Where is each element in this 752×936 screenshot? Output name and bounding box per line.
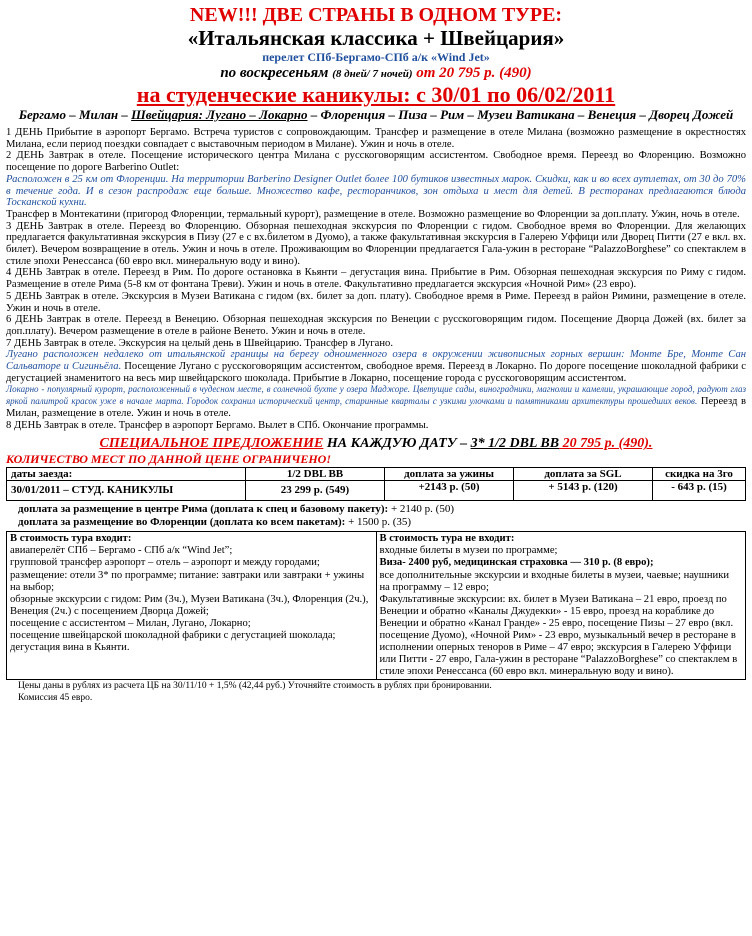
cell-dbl-price: 23 299 р. (549): [246, 481, 385, 501]
cell-dinners-price: +2143 р. (50): [385, 481, 514, 501]
commission-note: Комиссия 45 евро.: [18, 693, 93, 704]
price-table-header: [7, 468, 746, 481]
special-offer-dash: –: [460, 436, 471, 452]
col-dbl: 1/2 DBL BB: [246, 468, 385, 481]
rome-supplement-value: + 2140 р. (50): [388, 503, 454, 516]
day-3: 3 ДЕНЬ Завтрак в отеле. Переезд во Флоренцию. Обзорная пешеходная экскурсия по Флоренции с гидом. Свободное время во Флоренции. Для желающих предлагается факультативная экскурсия в Пизу (27 е с вх.билетом в Дуомо), а также факультативная экскурсия в Галерею Уффици или Дворец Питти (27 е вкл. вх. билет). Вечером возвращение в отель. Ужин и ночь в отеле. Проживающим во Флоренции предлагается Гала-ужин в ресторане “PalazzoBorghese” со спектаклем в стиле эпохи Ренессанса (60 евро вкл. минеральную воду и вино).: [6, 220, 746, 267]
tour-subtitle: «Итальянская классика + Швейцария»: [187, 26, 565, 50]
route-switzerland: Швейцария: Лугано – Локарно: [131, 107, 308, 122]
day-8: 8 ДЕНЬ Завтрак в отеле. Трансфер в аэропорт Бергамо. Вылет в СПб. Окончание программы.: [6, 419, 429, 431]
special-offer: [6, 435, 746, 452]
list-item: дегустация вина в Кьянти.: [10, 642, 130, 654]
price-note: Цены даны в рублях из расчета ЦБ на 30/11/10 + 1,5% (42,44 руб.) Уточняйте стоимость в рублях при бронировании.: [18, 681, 492, 692]
day-5: 5 ДЕНЬ Завтрак в отеле. Экскурсия в Музеи Ватикана с гидом (вх. билет за доп. плату). Свободное время в Риме. Переезд в район Римини, размещение в отеле. Ужин и ночь в отеле.: [6, 290, 746, 314]
special-offer-label: СПЕЦИАЛЬНОЕ ПРЕДЛОЖЕНИЕ: [99, 436, 324, 452]
list-item: все дополнительные экскурсии и входные билеты в музеи, чаевые; наушники на программу – 12 евро;: [379, 569, 730, 593]
day-1: 1 ДЕНЬ Прибытие в аэропорт Бергамо. Встреча туристов с сопровождающим. Трансфер и размещение в отеле Милана (возможно размещение в окрестностях Милана, если период поездки совпадает с выставочным периодом в Милане). Ужин и ночь в отеле.: [6, 127, 746, 150]
list-item: Виза- 2400 руб, медицинская страховка — 310 р. (8 евро);: [379, 557, 654, 569]
rome-supplement-label: доплата за размещение в центре Рима (доплата к спец и базовому пакету):: [18, 503, 389, 516]
day-2-end: Трансфер в Монтекатини (пригород Флоренции, термальный курорт), размещение в отеле. Возможно размещение во Флоренции за доп.плату. Ужин, ночь в отеле.: [6, 208, 740, 220]
list-item: обзорные экскурсии с гидом: Рим (3ч.), Музеи Ватикана (3ч.), Флоренция (2ч.), Венеция (2ч.) с посещением Дворца Дожей;: [10, 593, 369, 617]
list-item: авиаперелёт СПб – Бергамо - СПб а/к “Wind Jet”;: [10, 545, 233, 557]
day-7: 7 ДЕНЬ Завтрак в отеле. Экскурсия на целый день в Швейцарию. Трансфер в Лугано.: [6, 337, 393, 349]
col-dinners: доплата за ужины: [385, 468, 514, 481]
schedule-days: по воскресеньям: [220, 65, 329, 81]
day-4: 4 ДЕНЬ Завтрак в отеле. Переезд в Рим. По дороге остановка в Кьянти – дегустация вина. Прибытие в Рим. Обзорная пешеходная экскурсия по Риму с гидом. Размещение в отеле Рима (5-8 км от фонтана Треви). Ужин и ночь в отеле. Факультативно предлагается экскурсия «Ночной Рим» (23 евро).: [6, 267, 746, 291]
list-item: посещение швейцарской шоколадной фабрики с дегустацией шоколада;: [10, 630, 336, 642]
col-dates: даты заезда:: [7, 468, 246, 481]
limited-seats-notice: КОЛИЧЕСТВО МЕСТ ПО ДАННОЙ ЦЕНЕ ОГРАНИЧЕНО!: [6, 452, 331, 467]
special-offer-each: НА КАЖДУЮ ДАТУ: [323, 436, 461, 452]
cell-discount: - 643 р. (15): [653, 481, 746, 501]
schedule-line: [6, 64, 746, 83]
day-7-locarno: [6, 384, 746, 419]
special-offer-room: 3* 1/2 DBL BB: [470, 436, 560, 452]
list-item: входные билеты в музеи по программе;: [379, 545, 558, 557]
day-7-lugano: [6, 349, 746, 384]
route-part-1: Бергамо – Милан –: [18, 107, 132, 122]
day-2-outlet-note: Расположен в 25 км от Флоренции. На территории Barberino Designer Outlet более 100 бутиков известных марок. Скидки, как и во всех аутлетах, от 30 до 70% в течение года. И в сезон распродаж еще больше. Множество кафе, ресторанчиков, зон отдыха и мест для детей. В ресторанах предлагаются блюда Тосканской кухни.: [6, 173, 746, 209]
price-from: от 20 795 р. (490): [416, 65, 532, 81]
cell-date: 30/01/2011 – СТУД. КАНИКУЛЫ: [7, 481, 246, 501]
col-discount: скидка на 3го: [653, 468, 746, 481]
included-title: В стоимость тура входит:: [10, 533, 132, 545]
special-offer-price: 20 795 р. (490).: [559, 436, 653, 452]
price-table: [6, 467, 746, 501]
day-7-locarno-note: Локарно - популярный курорт, расположенный в чудесном месте, в солнечной бухте у озера Маджоре. Цветущие сады, виноградники, магнолии и камелии, украшающие город, радуют глаз яркой палитрой красок уже в начале марта. Городок сохранил исторический центр, старинные кварталы с узкими улочками и памятниками архитектуры прошедших веков.: [6, 384, 746, 407]
florence-supplement-label: доплата за размещение во Флоренции (доплата ко всем пакетам):: [18, 516, 346, 529]
route-line: [6, 107, 746, 123]
rome-supplement: [6, 503, 746, 516]
included-cell: [7, 532, 377, 680]
day-2: 2 ДЕНЬ Завтрак в отеле. Посещение исторического центра Милана с русскоговорящим ассистентом. Свободное время. Переезд во Флоренцию. Возможно посещение по дороге Barberino Outlet:: [6, 150, 746, 174]
student-holidays: на студенческие каникулы: с 30/01 по 06/02/2011: [136, 82, 616, 107]
not-included-title: В стоимость тура не входит:: [379, 533, 515, 545]
schedule-duration: (8 дней/ 7 ночей): [332, 68, 413, 80]
flight-info: перелет СПб-Бергамо-СПб а/к «Wind Jet»: [262, 50, 490, 64]
day-7-continued: Посещение Лугано с русскоговорящим ассистентом, свободное время. Переезд в Локарно. По дороге посещение шоколадной фабрики с дегустацией знаменитого на весь мир швейцарского шоколада. Прибытие в Локарно, посещение города с русскоговорящим ассистентом.: [6, 361, 746, 384]
list-item: групповой трансфер аэропорт – отель – аэропорт и между городами;: [10, 557, 320, 569]
day-6: 6 ДЕНЬ Завтрак в отеле. Переезд в Венецию. Обзорная пешеходная экскурсия по Венеции с русскоговорящим гидом. Посещение Дворца Дожей (вх. билет за доп.плату). Вечером размещение в отеле в районе Венето. Ужин и ночь в отеле.: [6, 314, 746, 337]
list-item: размещение: отели 3* по программе; питание: завтраки или завтраки + ужины на выбор;: [10, 569, 365, 593]
route-part-2: – Флоренция – Пиза – Рим – Музеи Ватикана – Венеция – Дворец Дожей: [307, 107, 734, 122]
table-row: [7, 481, 746, 501]
list-item: посещение с ассистентом – Милан, Лугано, Локарно;: [10, 617, 251, 629]
program-description: [6, 127, 746, 431]
inclusions-table: [6, 531, 746, 680]
tour-flyer: [6, 4, 746, 704]
not-included-cell: [376, 532, 746, 680]
day-7-lugano-note: Лугано расположен недалеко от итальянской границы на берегу одноименного озера в окружении живописных горных вершин: Монте Бре, Монте Сан Сальваторе и Сигиньёла.: [6, 349, 746, 373]
col-sgl: доплата за SGL: [514, 468, 653, 481]
flyer-title: NEW!!! ДВЕ СТРАНЫ В ОДНОМ ТУРЕ:: [189, 4, 563, 26]
florence-supplement-value: + 1500 р. (35): [345, 516, 412, 529]
day-7-end: Переезд в Милан, размещение в отеле. Ужин и ночь в отеле.: [6, 396, 746, 419]
list-item: Факультативные экскурсии: вх. билет в Музеи Ватикана – 21 евро, проезд по Венеции и обратно «Каналы Джудекки» - 15 евро, проезд на кораблике до Венеции и обратно «Канал Гранде» - 25 евро, посещение Пизы – 27 евро (вкл. посещение Дуомо), «Ночной Рим» - 23 евро, музыкальный вечер в ресторане в исполнении оперных теноров в Риме – 47 евро; экскурсия в Галерею Уффици или Питти - 27 евро, Гала-ужин в ресторане “PalazzoBorghese” со спектаклем в стиле эпохи Ренессанса (60 евро вкл. минеральную воду и вино).: [379, 593, 738, 678]
florence-supplement: [6, 516, 746, 529]
cell-sgl-price: + 5143 р. (120): [514, 481, 653, 501]
